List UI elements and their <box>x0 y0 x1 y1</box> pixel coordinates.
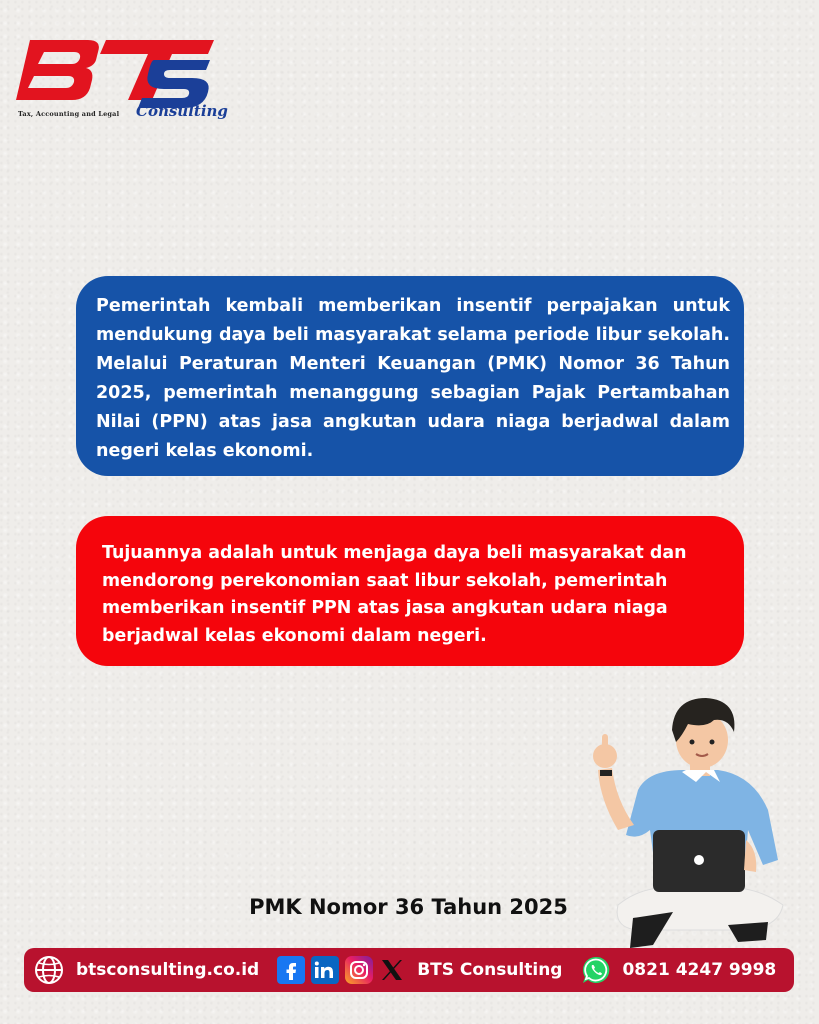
info-box-blue <box>76 276 744 476</box>
whatsapp-icon[interactable] <box>580 954 612 986</box>
x-icon[interactable] <box>379 956 405 984</box>
bts-logo <box>14 36 228 126</box>
facebook-icon[interactable] <box>277 956 305 984</box>
instagram-icon[interactable] <box>345 956 373 984</box>
social-handle[interactable]: BTS Consulting <box>417 960 563 980</box>
linkedin-icon[interactable] <box>311 956 339 984</box>
info-blue-text: Pemerintah kembali memberikan insentif perpajakan untuk mendukung daya beli masyarakat selama periode libur sekolah. Melalui Peraturan Menteri Keuangan (PMK) Nomor 36 Tahun 2025, pemerintah menanggung sebagian Pajak Pertambahan Nilai (PPN) atas jasa angkutan udara niaga berjadwal dalam negeri kelas ekonomi. <box>96 296 730 461</box>
phone-number[interactable]: 0821 4247 9998 <box>622 960 777 980</box>
website-link[interactable]: btsconsulting.co.id <box>76 960 260 980</box>
logo-consulting-text: Consulting <box>136 102 228 120</box>
logo-tagline: Tax, Accounting and Legal <box>18 110 120 118</box>
info-red-text: Tujuannya adalah untuk menjaga daya beli masyarakat dan mendorong perekonomian saat libur sekolah, pemerintah memberikan insentif PPN atas jasa angkutan udara niaga berjadwal kelas ekonomi dalam negeri. <box>102 543 687 646</box>
footer-bar <box>24 948 794 992</box>
globe-icon <box>32 953 66 987</box>
page-title <box>0 895 819 919</box>
info-box-red <box>76 516 744 666</box>
title-text: PMK Nomor 36 Tahun 2025 <box>249 895 568 919</box>
